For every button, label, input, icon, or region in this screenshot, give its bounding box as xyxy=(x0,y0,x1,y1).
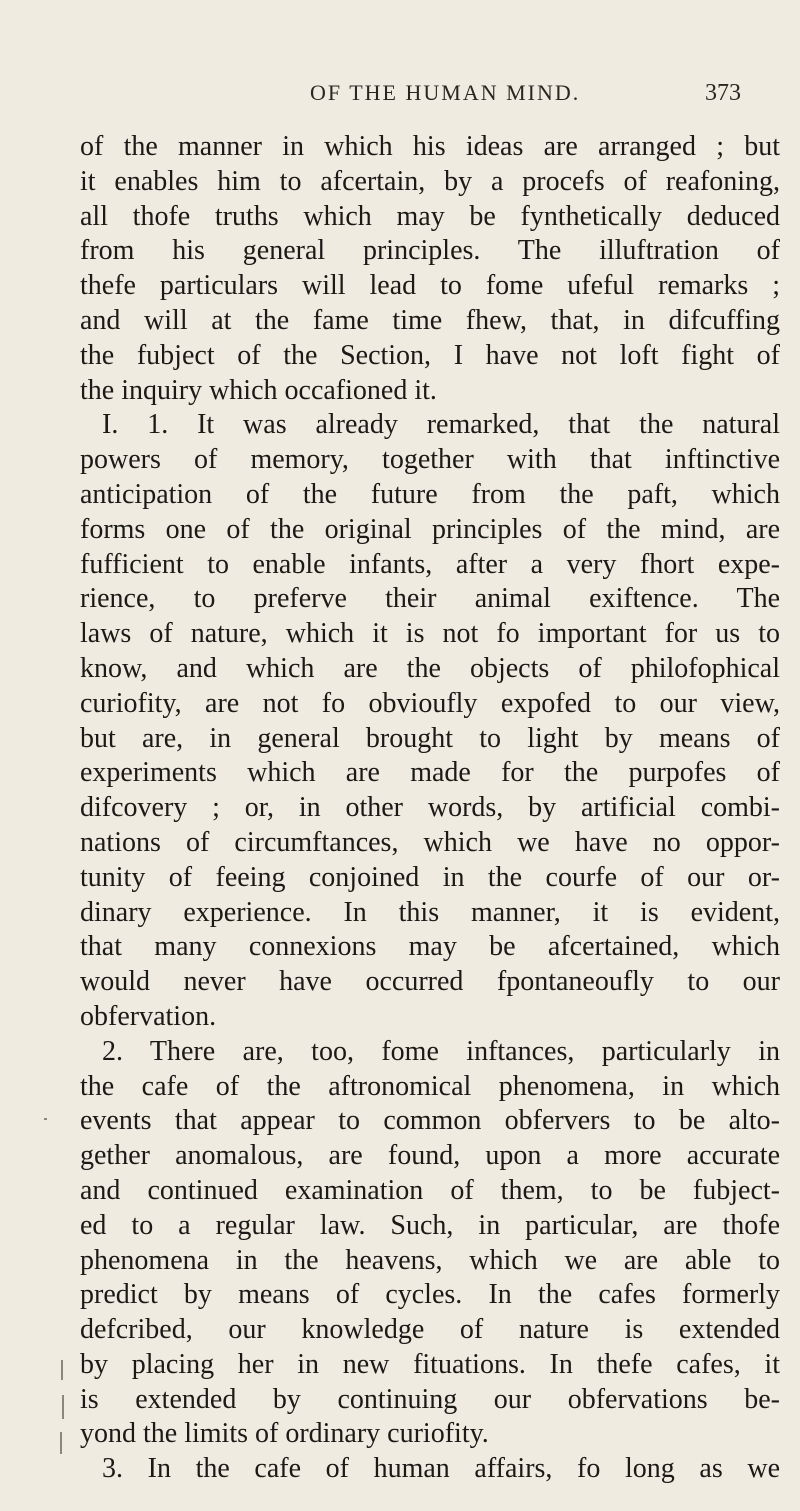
text-line: 3. In the cafe of human affairs, fo long as we xyxy=(102,1453,780,1485)
body-text xyxy=(80,130,780,1487)
text-line: 2. There are, too, fome inftances, particularly in xyxy=(102,1035,780,1067)
text-line: experiments which are made for the purpofes of xyxy=(80,757,780,789)
text-line: powers of memory, together with that inftinctive xyxy=(80,444,780,476)
margin-mark xyxy=(61,1360,63,1380)
text-line: thefe particulars will lead to fome ufeful remarks ; xyxy=(80,270,780,302)
text-line: phenomena in the heavens, which we are able to xyxy=(80,1244,780,1276)
text-line: laws of nature, which it is not fo important for us to xyxy=(80,618,780,650)
text-line: ed to a regular law. Such, in particular, are thofe xyxy=(80,1209,780,1241)
text-line: of the manner in which his ideas are arranged ; but xyxy=(80,131,780,162)
text-line: yond the limits of ordinary curiofity. xyxy=(80,1418,489,1450)
text-line: difcovery ; or, in other words, by artificial combi- xyxy=(80,792,780,824)
text-line: fufficient to enable infants, after a very fhort expe- xyxy=(80,548,780,580)
text-line: and will at the fame time fhew, that, in difcuffing xyxy=(80,304,780,336)
text-line: know, and which are the objects of philofophical xyxy=(80,652,780,684)
text-line: but are, in general brought to light by means of xyxy=(80,722,780,754)
text-line: nations of circumftances, which we have no oppor- xyxy=(80,826,780,858)
text-line: the fubject of the Section, I have not loft fight of xyxy=(80,339,780,371)
text-line: I. 1. It was already remarked, that the natural xyxy=(102,409,780,441)
margin-mark xyxy=(44,1118,47,1120)
text-line: that many connexions may be afcertained, which xyxy=(80,931,780,963)
text-line: is extended by continuing our obfervations be- xyxy=(80,1383,780,1415)
text-line: by placing her in new fituations. In thefe cafes, it xyxy=(80,1348,780,1380)
text-line: the cafe of the aftronomical phenomena, in which xyxy=(80,1070,780,1102)
text-line: tunity of feeing conjoined in the courfe of our or- xyxy=(80,861,780,893)
page-number: 373 xyxy=(705,80,741,106)
text-line: gether anomalous, are found, upon a more accurate xyxy=(80,1140,780,1172)
text-line: all thofe truths which may be fynthetically deduced xyxy=(80,200,780,232)
text-line: rience, to preferve their animal exiftence. The xyxy=(80,583,780,615)
text-line: anticipation of the future from the paft, which xyxy=(80,478,780,510)
text-line: and continued examination of them, to be fubject- xyxy=(80,1174,780,1206)
text-line: obfervation. xyxy=(80,1000,217,1032)
text-line: would never have occurred fpontaneoufly to our xyxy=(80,966,780,998)
text-line: events that appear to common obfervers to be alto- xyxy=(80,1105,780,1137)
running-title: OF THE HUMAN MIND. xyxy=(310,80,581,105)
text-line: it enables him to afcertain, by a procefs of reafoning, xyxy=(80,165,780,197)
margin-mark xyxy=(62,1395,64,1419)
running-head xyxy=(0,80,800,120)
text-line: from his general principles. The illuftration of xyxy=(80,235,780,267)
text-line: dinary experience. In this manner, it is evident, xyxy=(80,896,780,928)
text-line: curiofity, are not fo obvioufly expofed to our view, xyxy=(80,687,780,719)
text-line: defcribed, our knowledge of nature is extended xyxy=(80,1314,780,1346)
text-line: the inquiry which occafioned it. xyxy=(80,374,437,406)
margin-mark xyxy=(60,1432,62,1454)
text-line: predict by means of cycles. In the cafes formerly xyxy=(80,1279,780,1311)
text-line: forms one of the original principles of the mind, are xyxy=(80,513,780,545)
